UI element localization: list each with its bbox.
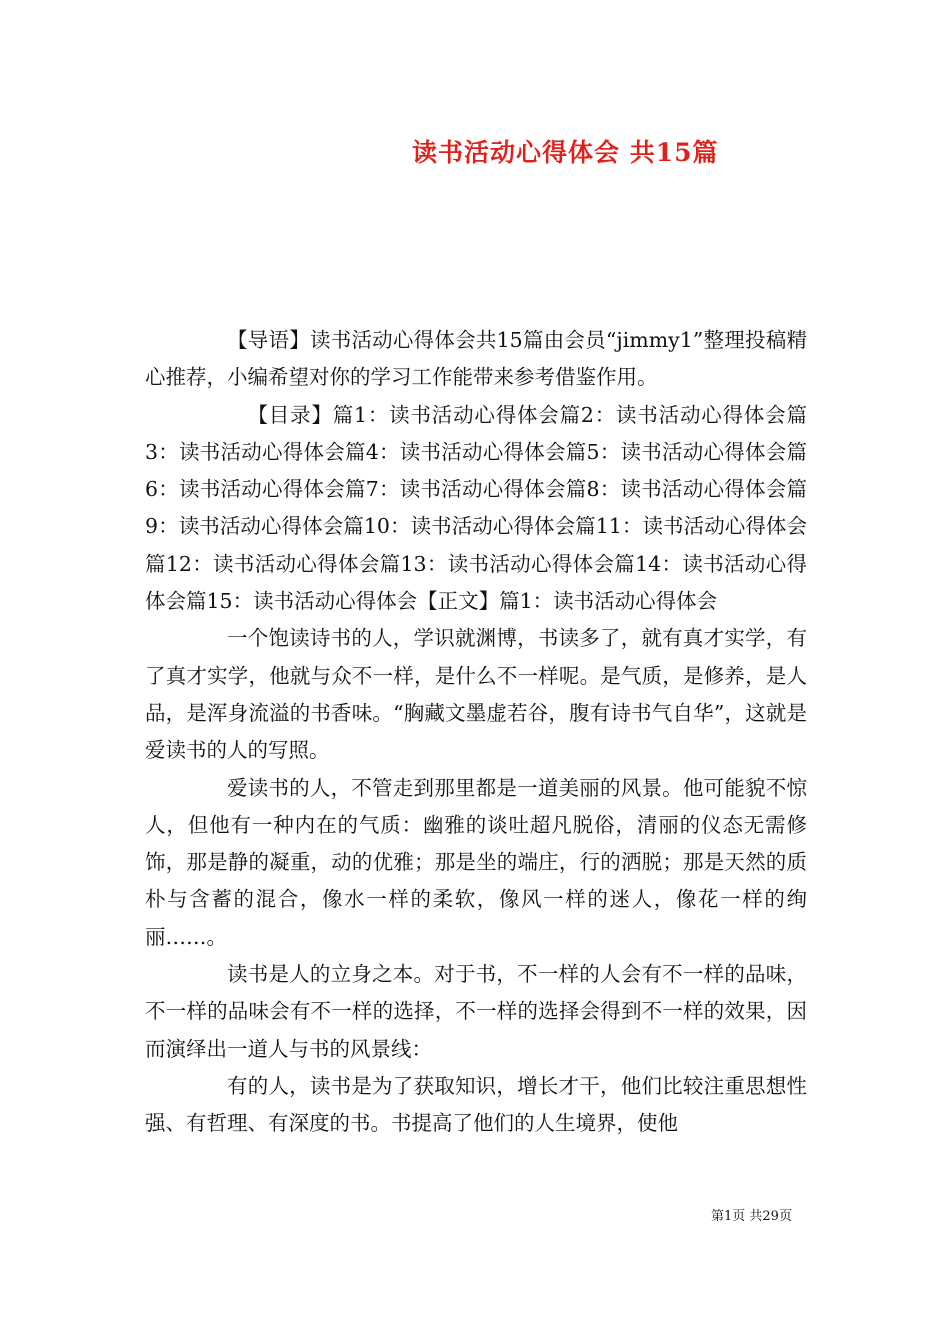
body-paragraph: 有的人，读书是为了获取知识，增长才干，他们比较注重思想性强、有哲理、有深度的书。书提高了他们的人生境界，使他 [145,1073,807,1136]
document-title: 读书活动心得体会 共15篇 [412,138,719,167]
intro-paragraph: 【导语】读书活动心得体会共15篇由会员“jimmy1”整理投稿精心推荐，小编希望对你的学习工作能带来参考借鉴作用。 [145,328,807,390]
body-paragraph: 读书是人的立身之本。对于书，不一样的人会有不一样的品味，不一样的品味会有不一样的选择，不一样的选择会得到不一样的效果，因而演绎出一道人与书的风景线： [145,962,807,1061]
table-of-contents-paragraph: 【目录】篇1：读书活动心得体会篇2：读书活动心得体会篇3：读书活动心得体会篇4：读书活动心得体会篇5：读书活动心得体会篇6：读书活动心得体会篇7：读书活动心得体会篇8：读书活动心得体会篇9：读书活动心得体会篇10：读书活动心得体会篇11：读书活动心得体会篇12：读书活动心得体会篇13：读书活动心得体会篇14：读书活动心得体会篇15：读书活动心得体会【正文】篇1：读书活动心得体会 [145,402,807,614]
body-paragraph: 一个饱读诗书的人，学识就渊博，书读多了，就有真才实学，有了真才实学，他就与众不一样，是什么不一样呢。是气质，是修养，是人品，是浑身流溢的书香味。“胸藏文墨虚若谷，腹有诗书气自华”，这就是爱读书的人的写照。 [145,626,807,763]
page-number-footer: 第1页 共29页 [711,1209,792,1224]
body-paragraph: 爱读书的人，不管走到那里都是一道美丽的风景。他可能貌不惊人，但他有一种内在的气质：幽雅的谈吐超凡脱俗，清丽的仪态无需修饰，那是静的凝重，动的优雅；那是坐的端庄，行的洒脱；那是天然的质朴与含蓄的混合，像水一样的柔软，像风一样的迷人，像花一样的绚丽……。 [145,775,807,949]
document-body [145,322,807,1143]
